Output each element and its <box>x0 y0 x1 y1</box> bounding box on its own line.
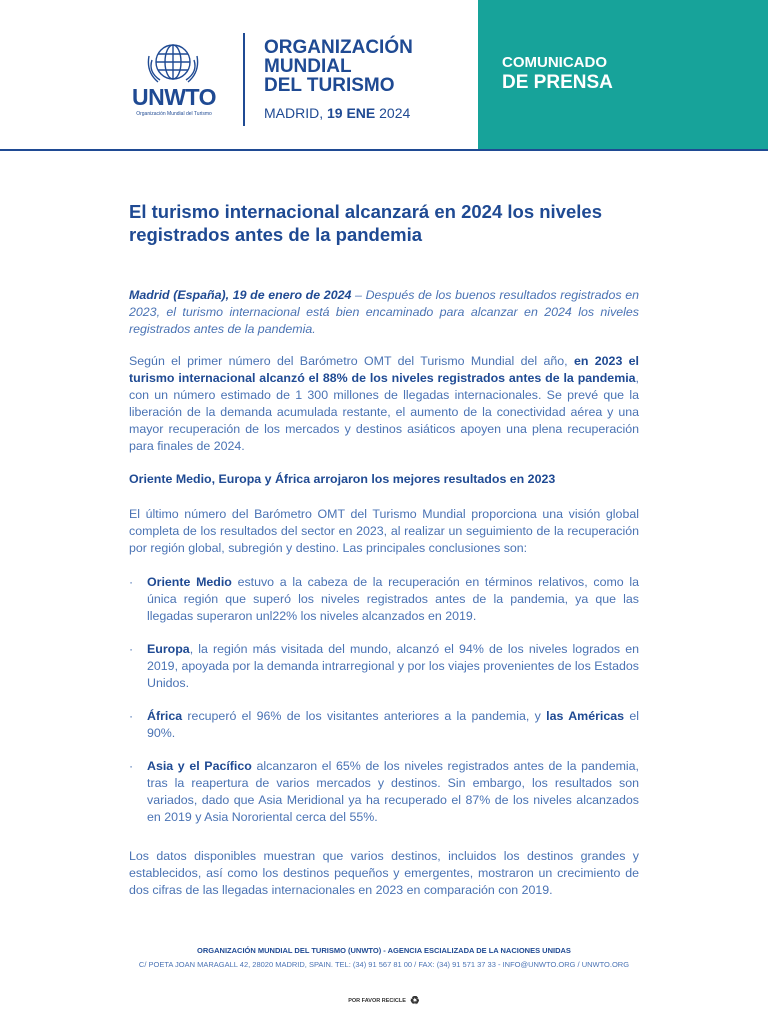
press-release-label: DE PRENSA <box>502 72 613 93</box>
list-item-text: , la región más visitada del mundo, alcanzó el 94% de los niveles logrados en 2019, apoyada por la demanda intrarregional y por los viajes provenientes de los Estados Unidos. <box>147 642 639 690</box>
bullet-icon: · <box>129 575 134 589</box>
list-item-title: las Américas <box>546 709 625 723</box>
org-name-line: ORGANIZACIÓN <box>264 37 413 58</box>
press-release-banner <box>478 0 768 149</box>
list-item-title: Asia y el Pacífico <box>147 759 252 773</box>
recycle-text: POR FAVOR RECICLE <box>348 997 406 1004</box>
bullet-icon: · <box>129 759 134 773</box>
list-item-title: África <box>147 709 183 723</box>
list-item-text: alcanzaron el 65% de los niveles registrados antes de la pandemia, tras la reapertura de varios mercados y destinos. Sin embargo, los resultados son variados, dado que Asia Meridional ya ha recuperado el 87% de los niveles alcanzados en 2019 y Asia Nororiental cerca del 55%. <box>147 759 640 824</box>
list-item-text: el 90%. <box>147 709 639 740</box>
recycle-icon: ♻ <box>409 995 420 1007</box>
dateline-year: 2024 <box>375 105 411 121</box>
list-item-title: Oriente Medio <box>147 575 232 589</box>
recycle-notice <box>0 994 768 1007</box>
article-headline: El turismo internacional alcanzará en 2024 los niveles registrados antes de la pandemia <box>129 201 602 245</box>
globe-icon <box>146 42 200 86</box>
list-item-text: estuvo a la cabeza de la recuperación en términos relativos, como la única región que superó los niveles registrados antes de la pandemia, ya que las llegadas superaron unl22% los niveles alcanzados en 2019. <box>147 575 640 623</box>
paragraph-intro <box>129 353 639 455</box>
bullet-icon: · <box>129 709 134 723</box>
lead-paragraph <box>129 287 639 338</box>
list-item <box>129 574 639 625</box>
findings-list <box>129 574 639 842</box>
paragraph-text: Según el primer número del Barómetro OMT del Turismo Mundial del año, <box>129 354 574 368</box>
dateline-city: MADRID, <box>264 105 327 121</box>
header-rule <box>0 149 768 151</box>
logo-wordmark: UNWTO <box>132 84 216 110</box>
logo-subtitle: Organización Mundial del Turismo <box>136 111 212 117</box>
org-name-line: DEL TURISMO <box>264 75 395 96</box>
header-divider <box>243 33 245 126</box>
paragraph-overview: El último número del Barómetro OMT del Turismo Mundial proporciona una visión global completa de los resultados del sector en 2023, al realizar un seguimiento de la recuperación por región global, subregión y destino. Las principales conclusiones son: <box>129 507 639 555</box>
paragraph-text: , con un número estimado de 1 300 millones de llegadas internacionales. Se prevé que la liberación de la demanda acumulada restante, el aumento de la conectividad aérea y una mayor recuperación de los mercados y destinos asiáticos apoyen una plena recuperación para finales de 2024. <box>129 371 639 453</box>
list-item <box>129 758 639 826</box>
dateline <box>264 105 410 121</box>
organization-name <box>264 38 413 95</box>
paragraph-highlight: en 2023 el turismo internacional alcanzó el 88% de los niveles registrados antes de la pandemia <box>129 354 639 385</box>
list-item-text: recuperó el 96% de los visitantes anteriores a la pandemia, y <box>182 709 547 723</box>
footer-contact: C/ POETA JOAN MARAGALL 42, 28020 MADRID, SPAIN. TEL: (34) 91 567 81 00 / FAX: (34) 91 571 37 33 - INFO@UNWTO.ORG / UNWTO.ORG <box>138 960 630 969</box>
lead-text: – Después de los buenos resultados registrados en 2023, el turismo internacional está bien encaminado para alcanzar en 2024 los niveles registrados antes de la pandemia. <box>129 288 639 336</box>
org-name-line: MUNDIAL <box>264 56 352 77</box>
dateline-day: 19 ENE <box>327 105 376 121</box>
list-item <box>129 641 639 692</box>
footer-organization: ORGANIZACIÓN MUNDIAL DEL TURISMO (UNWTO) - AGENCIA ESCIALIZADA DE LA NACIONES UNIDAS <box>197 946 571 955</box>
article <box>129 200 640 897</box>
lead-place: Madrid (España), 19 de enero de 2024 <box>129 288 352 302</box>
bullet-icon: · <box>129 642 134 656</box>
list-item-title: Europa <box>147 642 190 656</box>
section-subheading: Oriente Medio, Europa y África arrojaron los mejores resultados en 2023 <box>129 472 556 486</box>
paragraph-destinations: Los datos disponibles muestran que varios destinos, incluidos los destinos grandes y establecidos, así como los destinos pequeños y emergentes, mostraron un crecimiento de dos cifras de las llegadas internacionales en 2023 en comparación con 2019. <box>129 849 639 897</box>
press-release-label: COMUNICADO <box>502 54 607 71</box>
list-item <box>129 708 639 742</box>
